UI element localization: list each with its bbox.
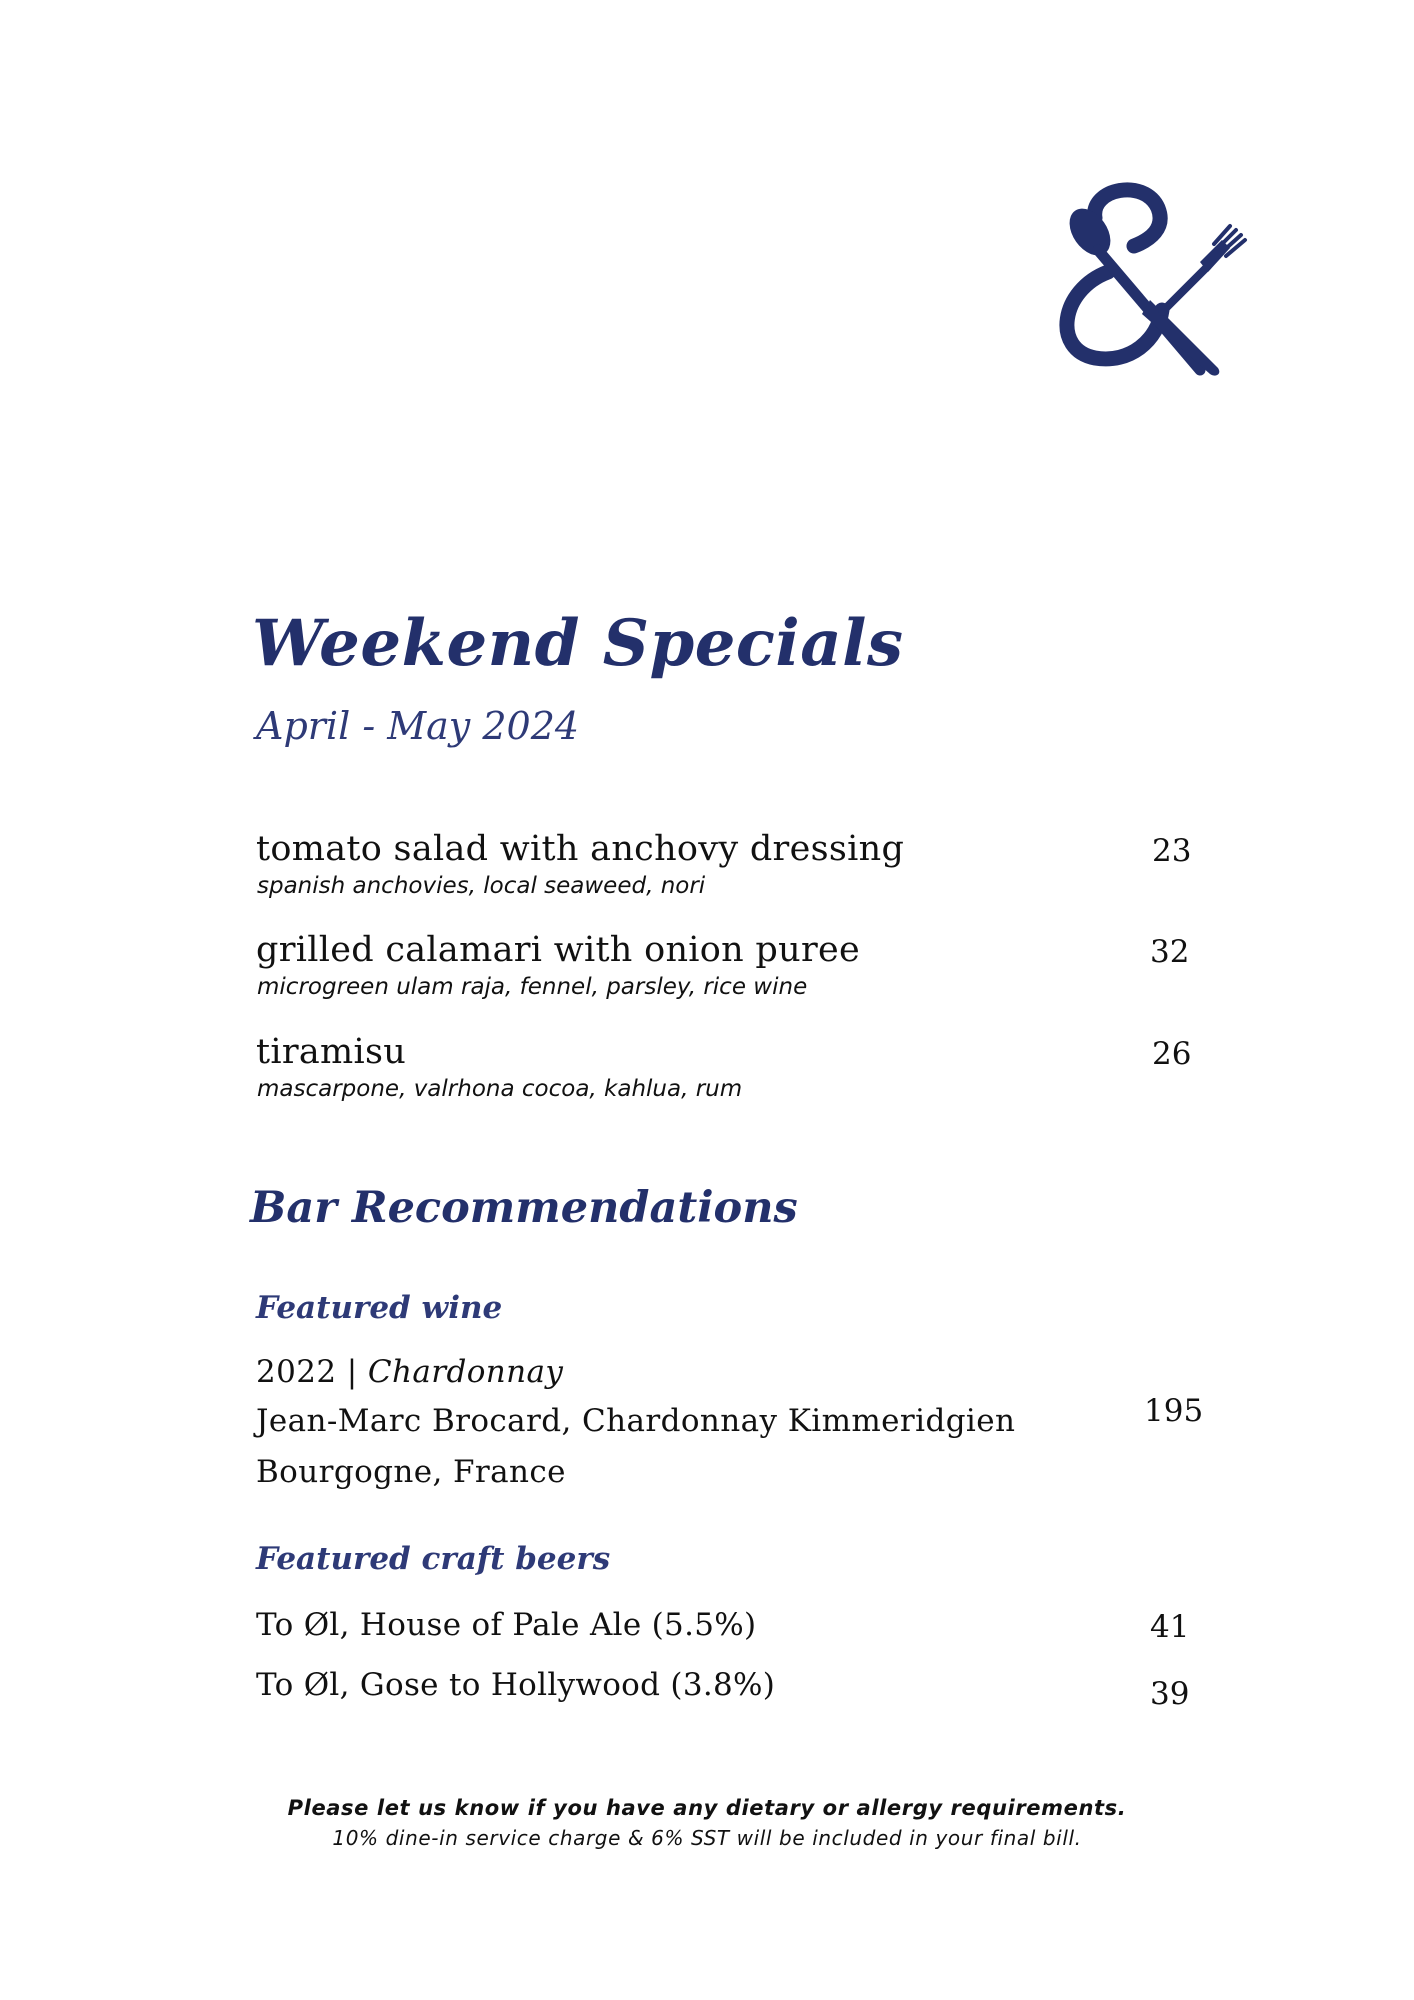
wine-region: Bourgogne, France xyxy=(256,1454,566,1490)
dietary-notice: Please let us know if you have any dietary or allergy requirements. xyxy=(287,1796,1127,1820)
page-title: Weekend Specials xyxy=(252,606,904,681)
beer-name: To Øl, Gose to Hollywood (3.8%) xyxy=(256,1667,776,1703)
menu-item-name: tiramisu xyxy=(256,1032,407,1072)
wine-vintage-grape xyxy=(256,1354,564,1390)
bar-recommendations-heading: Bar Recommendations xyxy=(250,1183,798,1233)
service-charge-notice: 10% dine-in service charge & 6% SST will be included in your final bill. xyxy=(332,1826,1082,1850)
menu-item-description: mascarpone, valrhona cocoa, kahlua, rum xyxy=(257,1076,743,1102)
menu-item-name: grilled calamari with onion puree xyxy=(256,930,861,970)
menu-item-description: microgreen ulam raja, fennel, parsley, rice wine xyxy=(257,974,808,1000)
beer-price: 39 xyxy=(1150,1676,1190,1712)
ampersand-spoon-fork-knife-logo-icon xyxy=(1050,180,1250,390)
beer-price: 41 xyxy=(1150,1609,1190,1645)
wine-price: 195 xyxy=(1144,1393,1204,1429)
beer-name: To Øl, House of Pale Ale (5.5%) xyxy=(256,1607,757,1643)
wine-grape: Chardonnay xyxy=(367,1354,564,1390)
featured-wine-heading: Featured wine xyxy=(256,1290,503,1326)
menu-item-description: spanish anchovies, local seaweed, nori xyxy=(257,873,706,899)
wine-vintage: 2022 | xyxy=(256,1354,358,1390)
menu-item-price: 32 xyxy=(1150,934,1190,970)
wine-producer: Jean-Marc Brocard, Chardonnay Kimmeridgien xyxy=(256,1403,1016,1439)
menu-item-price: 23 xyxy=(1152,833,1192,869)
featured-craft-beers-heading: Featured craft beers xyxy=(256,1541,611,1577)
menu-item-name: tomato salad with anchovy dressing xyxy=(256,829,905,869)
date-range-subtitle: April - May 2024 xyxy=(256,704,580,748)
menu-item-price: 26 xyxy=(1152,1036,1192,1072)
